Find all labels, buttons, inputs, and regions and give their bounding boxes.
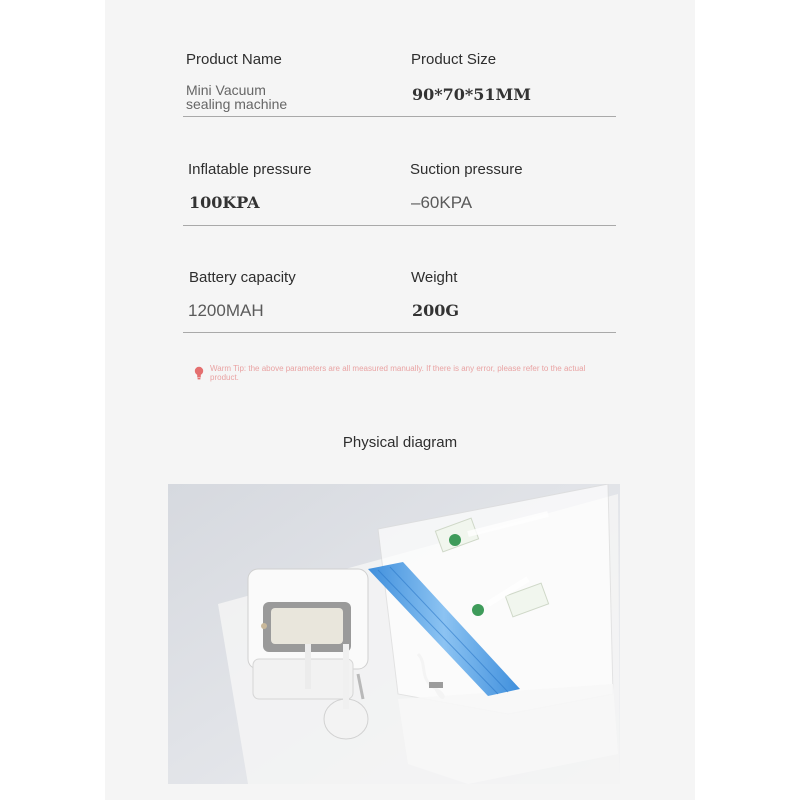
divider — [183, 332, 616, 333]
spec-label-weight: Weight — [411, 269, 458, 286]
spec-label-product-size: Product Size — [411, 51, 497, 68]
section-title: Physical diagram — [342, 434, 458, 451]
spec-row-2 — [183, 150, 616, 228]
divider — [183, 225, 616, 226]
warm-tip-text: Warm Tip: the above parameters are all measured manually. If there is any error, please refer to the actual product. — [210, 364, 586, 382]
spec-label-battery-capacity: Battery capacity — [189, 269, 296, 286]
spec-value-weight: 200G — [412, 301, 460, 320]
bulb-icon — [194, 366, 204, 380]
product-photo — [168, 484, 620, 784]
spec-row-1 — [183, 40, 616, 118]
spec-label-inflatable-pressure: Inflatable pressure — [188, 161, 312, 178]
spec-value-product-name: Mini Vacuum sealing machine — [186, 82, 288, 112]
spec-value-inflatable-pressure: 100KPA — [189, 193, 260, 212]
spec-row-3 — [183, 258, 616, 336]
spec-value-battery-capacity: 1200MAH — [188, 301, 264, 320]
spec-value-suction-pressure: –60KPA — [411, 193, 473, 212]
spec-label-product-name: Product Name — [186, 51, 282, 68]
spec-value-product-size: 90*70*51MM — [412, 85, 531, 104]
divider — [183, 116, 616, 117]
spec-label-suction-pressure: Suction pressure — [410, 161, 523, 178]
